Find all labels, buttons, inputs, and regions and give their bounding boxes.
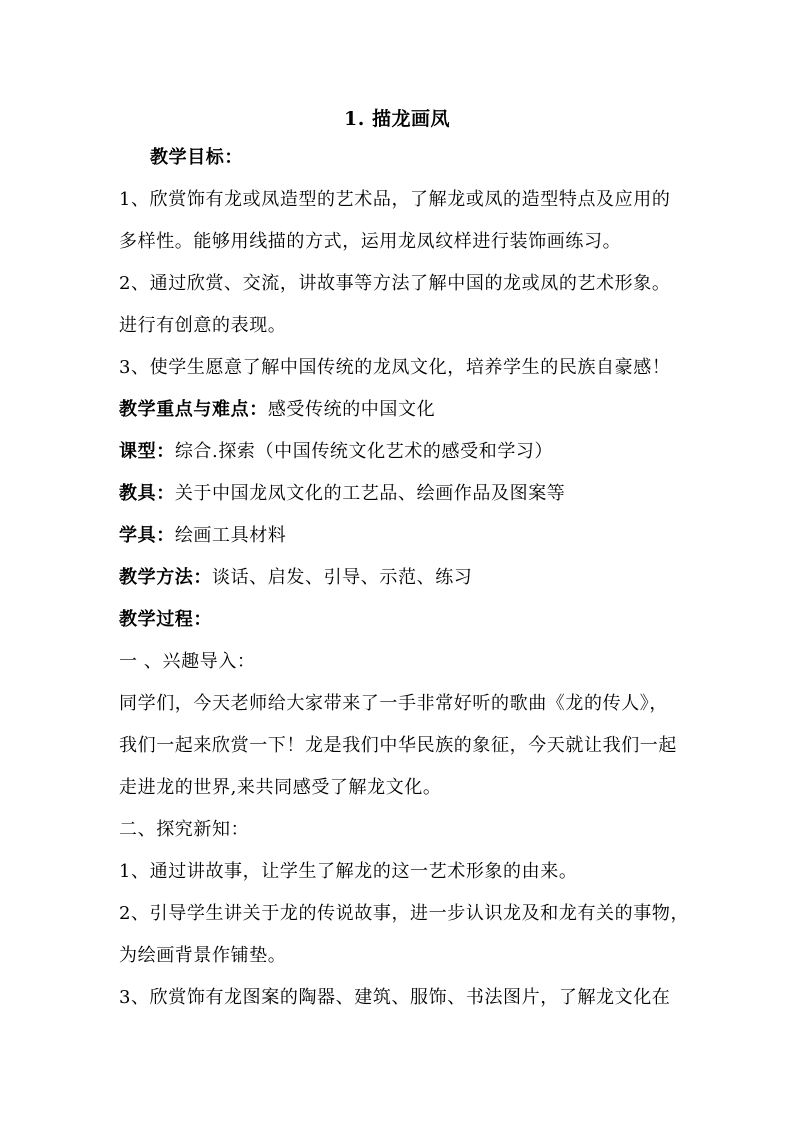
key-points-label: 教学重点与难点：: [119, 399, 268, 420]
learning-tools-value: 绘画工具材料: [174, 525, 287, 546]
section-2-line-4: 3、欣赏饰有龙图案的陶器、建筑、服饰、书法图片，了解龙文化在: [119, 987, 671, 1008]
objectives-heading: 教学目标：: [150, 147, 243, 168]
teaching-aids-value: 关于中国龙凤文化的工艺品、绘画作品及图案等: [174, 483, 566, 504]
lesson-type-row: [119, 439, 699, 465]
lesson-type-value: 综合.探索（中国传统文化艺术的感受和学习）: [174, 441, 554, 462]
section-2-heading: 二、探究新知：: [119, 819, 250, 840]
page-title: 1. 描龙画凤: [344, 108, 450, 130]
teaching-aids-row: [119, 481, 699, 507]
methods-label: 教学方法：: [119, 567, 212, 588]
methods-value: 谈话、启发、引导、示范、练习: [212, 567, 473, 588]
learning-tools-row: [119, 523, 699, 549]
objective-1-line-1: 1、欣赏饰有龙或凤造型的艺术品，了解龙或凤的造型特点及应用的: [119, 189, 671, 210]
process-heading: 教学过程：: [119, 609, 212, 630]
objective-1-line-2: 多样性。能够用线描的方式，运用龙凤纹样进行装饰画练习。: [119, 231, 622, 252]
lesson-type-label: 课型：: [119, 441, 175, 462]
objective-2-line-1: 2、通过欣赏、交流，讲故事等方法了解中国的龙或凤的艺术形象。: [119, 273, 671, 294]
learning-tools-label: 学具：: [119, 525, 175, 546]
section-1-line-3: 走进龙的世界,来共同感受了解龙文化。: [119, 777, 442, 798]
section-1-line-1: 同学们，今天老师给大家带来了一手非常好听的歌曲《龙的传人》，: [119, 693, 668, 714]
section-1-heading: 一 、兴趣导入：: [119, 651, 256, 672]
section-2-line-2: 2、引导学生讲关于龙的传说故事，进一步认识龙及和龙有关的事物，: [119, 903, 690, 924]
methods-row: [119, 565, 699, 591]
section-1-line-2: 我们一起来欣赏一下！龙是我们中华民族的象征，今天就让我们一起: [119, 735, 677, 756]
section-2-line-1: 1、通过讲故事，让学生了解龙的这一艺术形象的由来。: [119, 861, 578, 882]
objective-3-line-1: 3、使学生愿意了解中国传统的龙凤文化，培养学生的民族自豪感！: [119, 357, 671, 378]
teaching-aids-label: 教具：: [119, 483, 175, 504]
key-points-row: [119, 397, 699, 423]
section-2-line-3: 为绘画背景作铺垫。: [119, 945, 287, 966]
key-points-value: 感受传统的中国文化: [267, 399, 436, 420]
objective-2-line-2: 进行有创意的表现。: [119, 315, 287, 336]
